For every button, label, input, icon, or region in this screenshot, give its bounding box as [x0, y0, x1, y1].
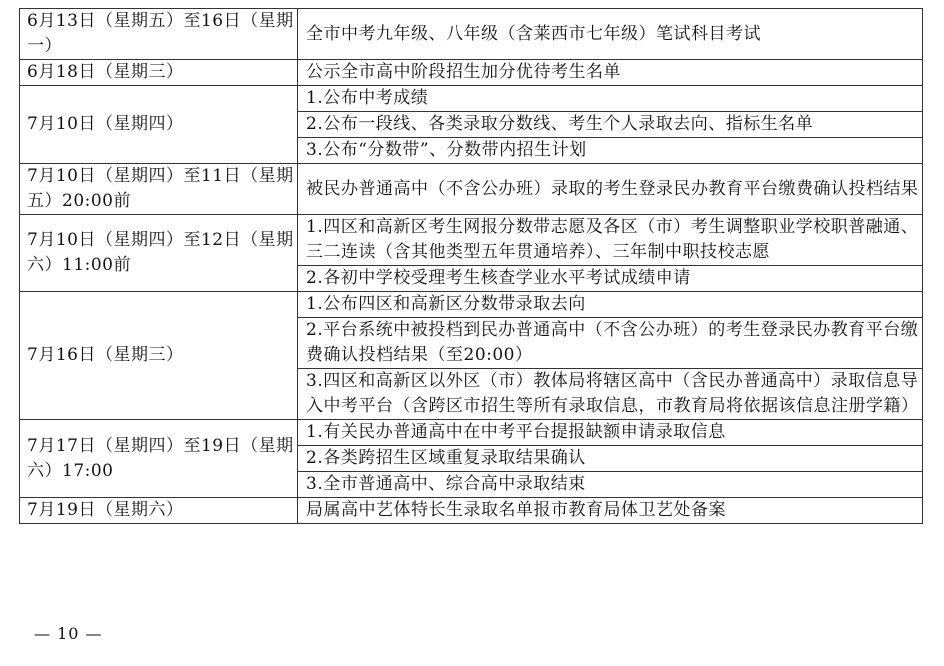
page-number: — 10 —: [34, 624, 103, 643]
schedule-item-cell: 局属高中艺体特长生录取名单报市教育局体卫艺处备案: [298, 498, 923, 524]
schedule-date-cell: 7月10日（星期四）至12日（星期六）11:00前: [20, 215, 298, 292]
table-row: [20, 164, 923, 215]
schedule-item-cell: 2.平台系统中被投档到民办普通高中（不含公办班）的考生登录民办教育平台缴费确认投档结果（至20:00）: [298, 318, 923, 369]
table-row: [20, 420, 923, 446]
schedule-date-cell: 7月16日（星期三）: [20, 292, 298, 420]
schedule-item-cell: 全市中考九年级、八年级（含莱西市七年级）笔试科目考试: [298, 9, 923, 60]
table-row: [20, 9, 923, 60]
schedule-item-cell: 2.公布一段线、各类录取分数线、考生个人录取去向、指标生名单: [298, 112, 923, 138]
schedule-item-cell: 1.四区和高新区考生网报分数带志愿及各区（市）考生调整职业学校职普融通、三二连读（含其他类型五年贯通培养）、三年制中职技校志愿: [298, 215, 923, 266]
table-row: [20, 498, 923, 524]
table-row: [20, 86, 923, 112]
schedule-item-cell: 1.有关民办普通高中在中考平台提报缺额申请录取信息: [298, 420, 923, 446]
schedule-item-cell: 3.公布“分数带”、分数带内招生计划: [298, 138, 923, 164]
table-row: [20, 215, 923, 266]
schedule-item-cell: 3.四区和高新区以外区（市）教体局将辖区高中（含民办普通高中）录取信息导入中考平台（含跨区市招生等所有录取信息，市教育局将依据该信息注册学籍）: [298, 369, 923, 420]
schedule-item-cell: 1.公布中考成绩: [298, 86, 923, 112]
schedule-date-cell: 7月10日（星期四）至11日（星期五）20:00前: [20, 164, 298, 215]
schedule-item-cell: 3.全市普通高中、综合高中录取结束: [298, 472, 923, 498]
schedule-date-cell: 7月19日（星期六）: [20, 498, 298, 524]
schedule-date-cell: 6月18日（星期三）: [20, 60, 298, 86]
admission-schedule-table: [19, 8, 923, 524]
table-row: [20, 60, 923, 86]
schedule-date-cell: 6月13日（星期五）至16日（星期一）: [20, 9, 298, 60]
schedule-item-cell: 2.各类跨招生区域重复录取结果确认: [298, 446, 923, 472]
schedule-item-cell: 公示全市高中阶段招生加分优待考生名单: [298, 60, 923, 86]
table-row: [20, 292, 923, 318]
schedule-item-cell: 被民办普通高中（不含公办班）录取的考生登录民办教育平台缴费确认投档结果: [298, 164, 923, 215]
schedule-item-cell: 2.各初中学校受理考生核查学业水平考试成绩申请: [298, 266, 923, 292]
schedule-date-cell: 7月10日（星期四）: [20, 86, 298, 164]
schedule-item-cell: 1.公布四区和高新区分数带录取去向: [298, 292, 923, 318]
schedule-date-cell: 7月17日（星期四）至19日（星期六）17:00: [20, 420, 298, 498]
